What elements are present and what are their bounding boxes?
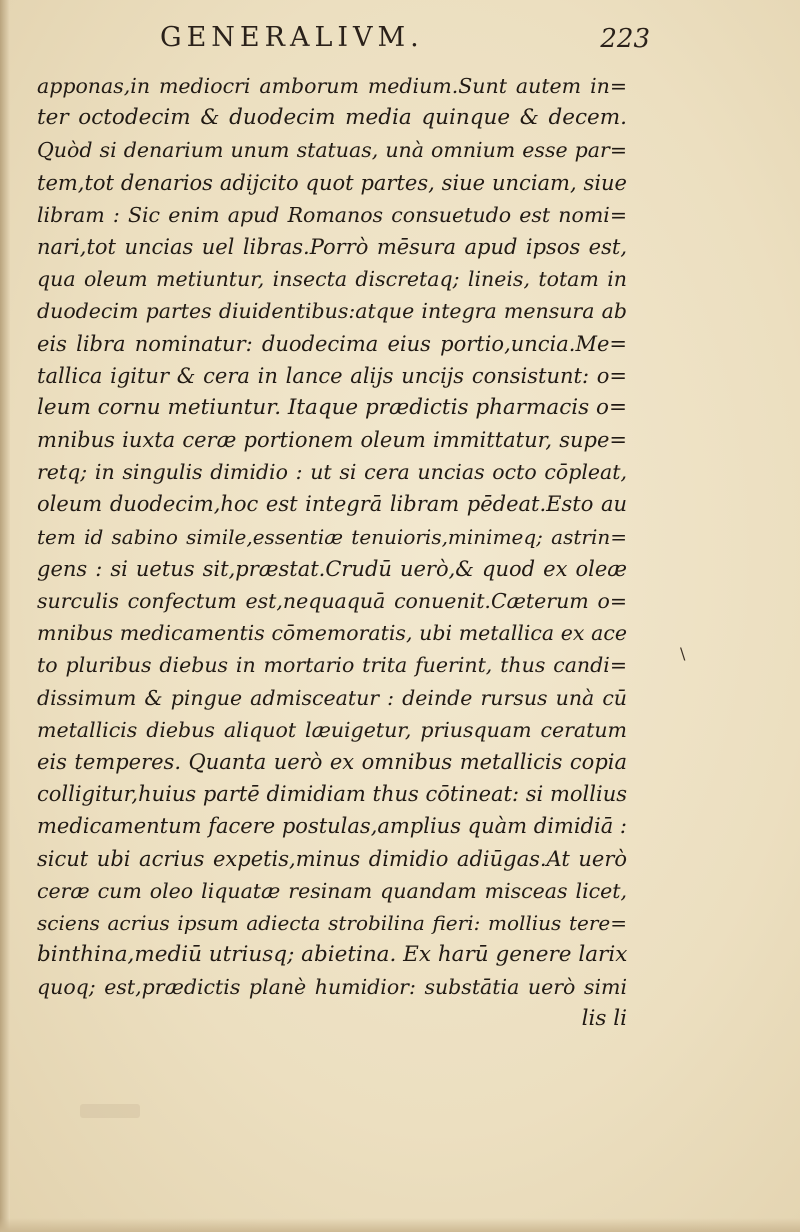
catchword-line: lis li [581, 1006, 627, 1032]
text-line: dissimum & pingue admisceatur : deinde rursus unà cū [37, 685, 627, 710]
text-line: retq; in singulis dimidio : ut si cera uncias octo cōpleat, [37, 460, 627, 485]
text-line: eis libra nominatur: duodecima eius portio,uncia.Me= [37, 331, 627, 356]
text-line: leum cornu metiuntur. Itaque prædictis pharmacis o= [37, 394, 627, 420]
text-line: colligitur,huius partē dimidiam thus cōtineat: si mollius [37, 782, 627, 807]
text-line: nari,tot uncias uel libras.Porrò mēsura apud ipsos est, [37, 234, 627, 259]
text-line: sicut ubi acrius expetis,minus dimidio adiūgas.At uerò [37, 846, 627, 871]
text-line: ceræ cum oleo liquatæ resinam quandam misceas licet, [37, 878, 627, 903]
running-title: GENERALIVM. [160, 22, 424, 53]
text-line: surculis confectum est,nequaquā conuenit.Cæterum o= [37, 589, 627, 613]
body-text [37, 70, 627, 1036]
text-line: mnibus medicamentis cōmemoratis, ubi metallica ex ace [37, 621, 627, 646]
ink-bleed-through [80, 1104, 140, 1118]
text-line: tem,tot denarios adijcito quot partes, siue unciam, siue [37, 170, 627, 195]
text-line: binthina,mediū utriusq; abietina. Ex harū genere larix [37, 942, 628, 968]
text-line: Quòd si denarium unum statuas, unà omnium esse par= [37, 138, 627, 163]
text-line: gens : si uetus sit,præstat.Crudū uerò,& quod ex oleæ [37, 556, 627, 581]
text-line: ter octodecim & duodecim media quinque & decem. [37, 105, 627, 131]
text-line: duodecim partes diuidentibus:atque integra mensura ab [37, 299, 627, 324]
text-line: apponas,in mediocri amborum medium.Sunt autem in= [37, 74, 627, 98]
text-line: quoq; est,prædictis planè humidior: substātia uerò simi [37, 975, 627, 1000]
text-line: libram : Sic enim apud Romanos consuetudo est nomi= [37, 202, 627, 227]
text-line: metallicis diebus aliquot læuigetur, priusquam ceratum [37, 717, 627, 742]
margin-mark: \ [680, 644, 686, 663]
text-line: tallica igitur & cera in lance alijs uncijs consistunt: o= [37, 363, 627, 388]
page-number: 223 [600, 24, 650, 54]
page-header [160, 22, 650, 62]
text-line: medicamentum facere postulas,amplius quàm dimidiā : [37, 814, 627, 839]
text-line: qua oleum metiuntur, insecta discretaq; lineis, totam in [37, 267, 627, 292]
text-line: mnibus iuxta ceræ portionem oleum immittatur, supe= [37, 428, 627, 453]
text-line: sciens acrius ipsum adiecta strobilina fieri: mollius tere= [37, 910, 627, 935]
text-line: to pluribus diebus in mortario trita fuerint, thus candi= [37, 653, 627, 678]
text-line: oleum duodecim,hoc est integrā libram pēdeat.Esto au [37, 492, 627, 517]
page-bottom-edge [0, 1218, 800, 1232]
text-line: tem id sabino simile,essentiæ tenuioris,minimeq; astrin= [37, 524, 627, 549]
page-gutter-shadow [0, 0, 10, 1232]
text-line: eis temperes. Quanta uerò ex omnibus metallicis copia [37, 749, 627, 774]
